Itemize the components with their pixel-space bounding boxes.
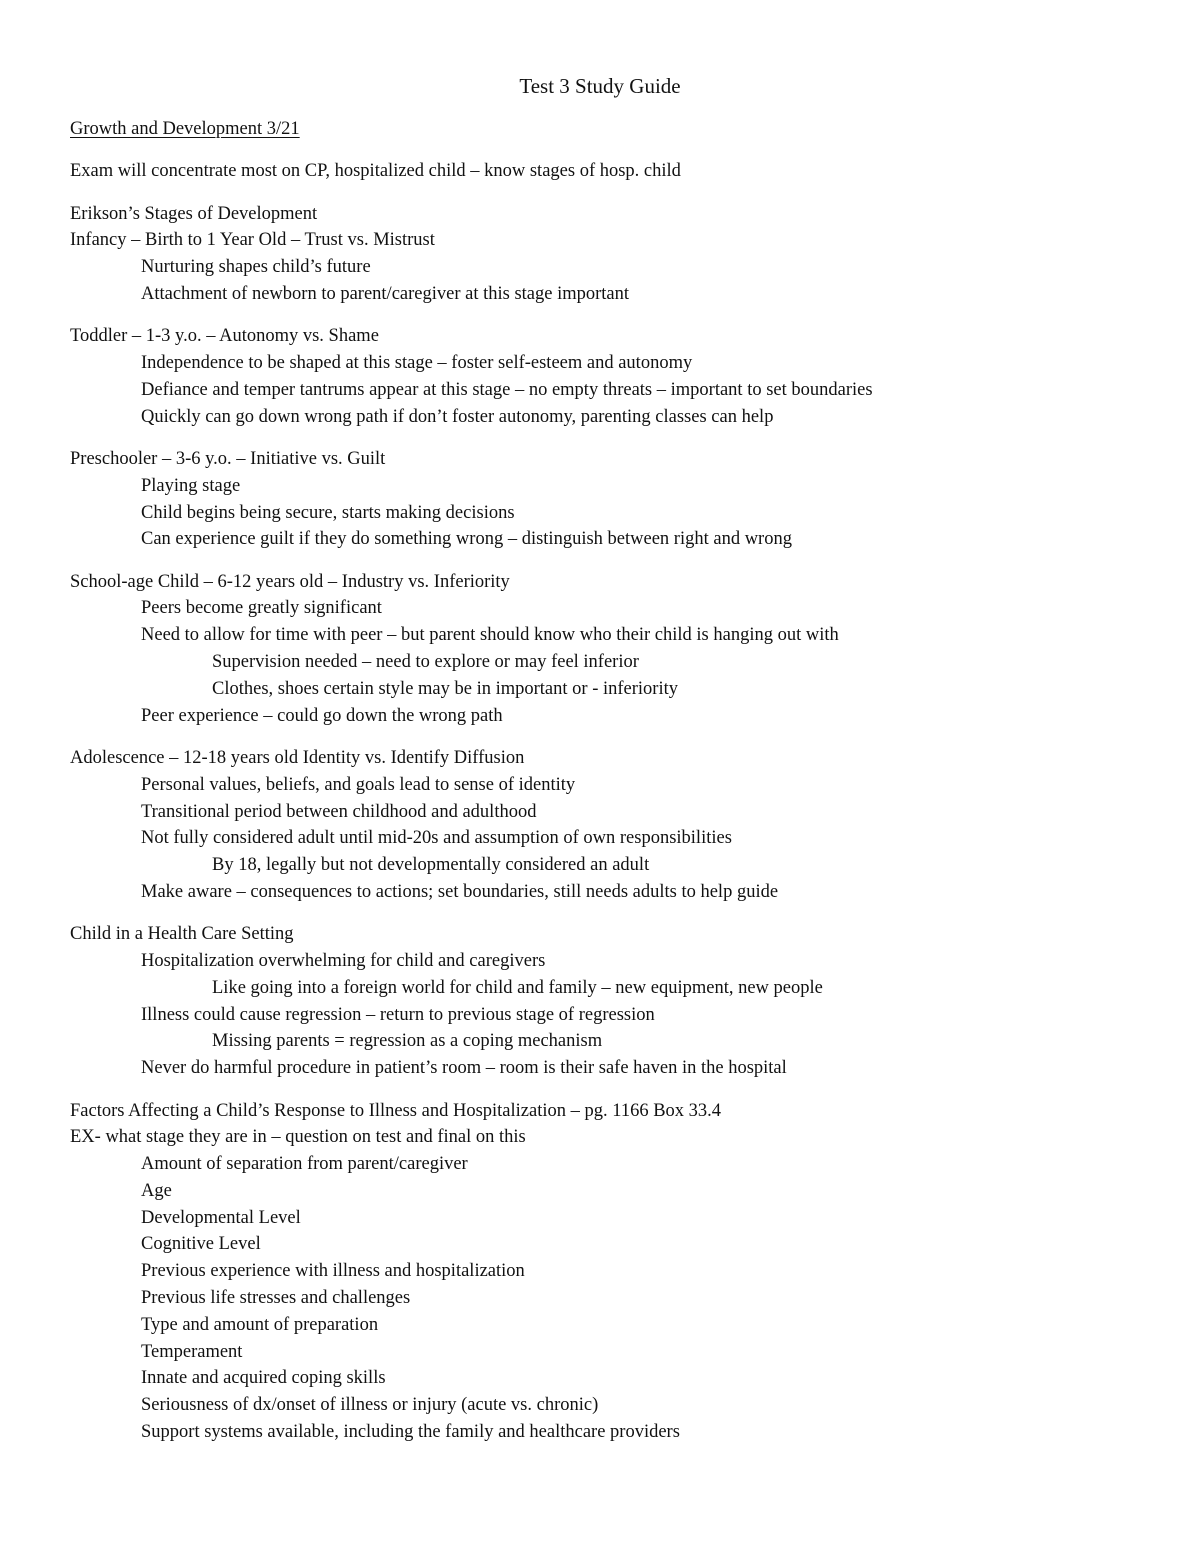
- line-text: Type and amount of preparation: [141, 1314, 379, 1335]
- indented-text-line: [70, 799, 1150, 826]
- line-text: Adolescence – 12-18 years old Identity vs. Identify Diffusion: [70, 747, 525, 768]
- text-line: [70, 745, 1150, 772]
- indented-text-line: [70, 879, 1150, 906]
- indented-text-line: [70, 1002, 1150, 1029]
- indented-text-line: [70, 377, 1150, 404]
- text-line: [70, 1124, 1150, 1151]
- line-text: Seriousness of dx/onset of illness or injury (acute vs. chronic): [141, 1395, 599, 1416]
- line-text: Playing stage: [141, 475, 241, 496]
- document-body: [70, 116, 1150, 1446]
- line-text: EX- what stage they are in – question on test and final on this: [70, 1127, 526, 1148]
- line-text: By 18, legally but not developmentally considered an adult: [212, 855, 650, 876]
- line-text: Cognitive Level: [141, 1234, 261, 1255]
- line-text: Defiance and temper tantrums appear at this stage – no empty threats – important to set boundaries: [141, 379, 873, 400]
- line-text: Exam will concentrate most on CP, hospitalized child – know stages of hosp. child: [70, 161, 681, 182]
- indented-text-line: [70, 772, 1150, 799]
- indented-text-line: [70, 649, 1150, 676]
- line-text: Peers become greatly significant: [141, 598, 382, 619]
- line-text: Like going into a foreign world for child and family – new equipment, new people: [212, 977, 823, 998]
- line-text: Child in a Health Care Setting: [70, 924, 294, 945]
- indented-text-line: [70, 703, 1150, 730]
- indented-text-line: [70, 1365, 1150, 1392]
- indented-text-line: [70, 1419, 1150, 1446]
- line-text: Age: [141, 1180, 172, 1201]
- line-text: Can experience guilt if they do something wrong – distinguish between right and wrong: [141, 529, 792, 550]
- section-heading: [70, 116, 1150, 143]
- indented-text-line: [70, 526, 1150, 553]
- text-line: [70, 446, 1150, 473]
- line-text: Never do harmful procedure in patient’s room – room is their safe haven in the hospital: [141, 1058, 787, 1079]
- line-text: Factors Affecting a Child’s Response to Illness and Hospitalization – pg. 1166 Box 33.4: [70, 1100, 722, 1121]
- line-text: Erikson’s Stages of Development: [70, 203, 318, 224]
- indented-text-line: [70, 825, 1150, 852]
- line-text: Developmental Level: [141, 1207, 301, 1228]
- line-text: Child begins being secure, starts making decisions: [141, 502, 515, 523]
- indented-text-line: [70, 281, 1150, 308]
- indented-text-line: [70, 975, 1150, 1002]
- line-text: Personal values, beliefs, and goals lead to sense of identity: [141, 774, 576, 795]
- indented-text-line: [70, 1258, 1150, 1285]
- indented-text-line: [70, 1339, 1150, 1366]
- line-text: Nurturing shapes child’s future: [141, 257, 371, 278]
- line-text: Need to allow for time with peer – but parent should know who their child is hanging out with: [141, 625, 839, 646]
- line-text: Not fully considered adult until mid-20s and assumption of own responsibilities: [141, 828, 732, 849]
- indented-text-line: [70, 1231, 1150, 1258]
- indented-text-line: [70, 1055, 1150, 1082]
- line-text: Quickly can go down wrong path if don’t foster autonomy, parenting classes can help: [141, 406, 774, 427]
- line-text: Toddler – 1-3 y.o. – Autonomy vs. Shame: [70, 326, 379, 347]
- indented-text-line: [70, 1285, 1150, 1312]
- indented-text-line: [70, 254, 1150, 281]
- text-line: [70, 1098, 1150, 1125]
- indented-text-line: [70, 676, 1150, 703]
- indented-text-line: [70, 622, 1150, 649]
- text-line: [70, 569, 1150, 596]
- indented-text-line: [70, 948, 1150, 975]
- indented-text-line: [70, 1151, 1150, 1178]
- line-text: Missing parents = regression as a coping mechanism: [212, 1031, 603, 1052]
- line-text: Make aware – consequences to actions; set boundaries, still needs adults to help guide: [141, 881, 779, 902]
- text-line: [70, 201, 1150, 228]
- line-text: Amount of separation from parent/caregiver: [141, 1154, 468, 1175]
- line-text: Transitional period between childhood and adulthood: [141, 801, 537, 822]
- text-line: [70, 921, 1150, 948]
- indented-text-line: [70, 852, 1150, 879]
- indented-text-line: [70, 1205, 1150, 1232]
- indented-text-line: [70, 1312, 1150, 1339]
- indented-text-line: [70, 404, 1150, 431]
- line-text: Previous life stresses and challenges: [141, 1288, 411, 1309]
- text-line: [70, 323, 1150, 350]
- line-text: School-age Child – 6-12 years old – Industry vs. Inferiority: [70, 571, 510, 592]
- line-text: Infancy – Birth to 1 Year Old – Trust vs. Mistrust: [70, 230, 435, 251]
- indented-text-line: [70, 1392, 1150, 1419]
- indented-text-line: [70, 1178, 1150, 1205]
- page-title: Test 3 Study Guide: [519, 74, 681, 98]
- line-text: Previous experience with illness and hospitalization: [141, 1261, 525, 1282]
- line-text: Clothes, shoes certain style may be in important or - inferiority: [212, 678, 678, 699]
- line-text: Peer experience – could go down the wrong path: [141, 705, 503, 726]
- line-text: Support systems available, including the family and healthcare providers: [141, 1422, 680, 1443]
- line-text: Supervision needed – need to explore or may feel inferior: [212, 652, 639, 673]
- line-text: Temperament: [141, 1341, 243, 1362]
- indented-text-line: [70, 595, 1150, 622]
- indented-text-line: [70, 500, 1150, 527]
- line-text: Illness could cause regression – return to previous stage of regression: [141, 1004, 655, 1025]
- line-text: Hospitalization overwhelming for child and caregivers: [141, 951, 546, 972]
- line-text: Attachment of newborn to parent/caregiver at this stage important: [141, 283, 630, 304]
- indented-text-line: [70, 1028, 1150, 1055]
- line-text: Independence to be shaped at this stage – foster self-esteem and autonomy: [141, 353, 693, 374]
- line-text: Growth and Development 3/21: [70, 119, 300, 139]
- indented-text-line: [70, 473, 1150, 500]
- indented-text-line: [70, 350, 1150, 377]
- text-line: [70, 227, 1150, 254]
- text-line: [70, 158, 1150, 185]
- line-text: Preschooler – 3-6 y.o. – Initiative vs. Guilt: [70, 448, 386, 469]
- line-text: Innate and acquired coping skills: [141, 1368, 386, 1389]
